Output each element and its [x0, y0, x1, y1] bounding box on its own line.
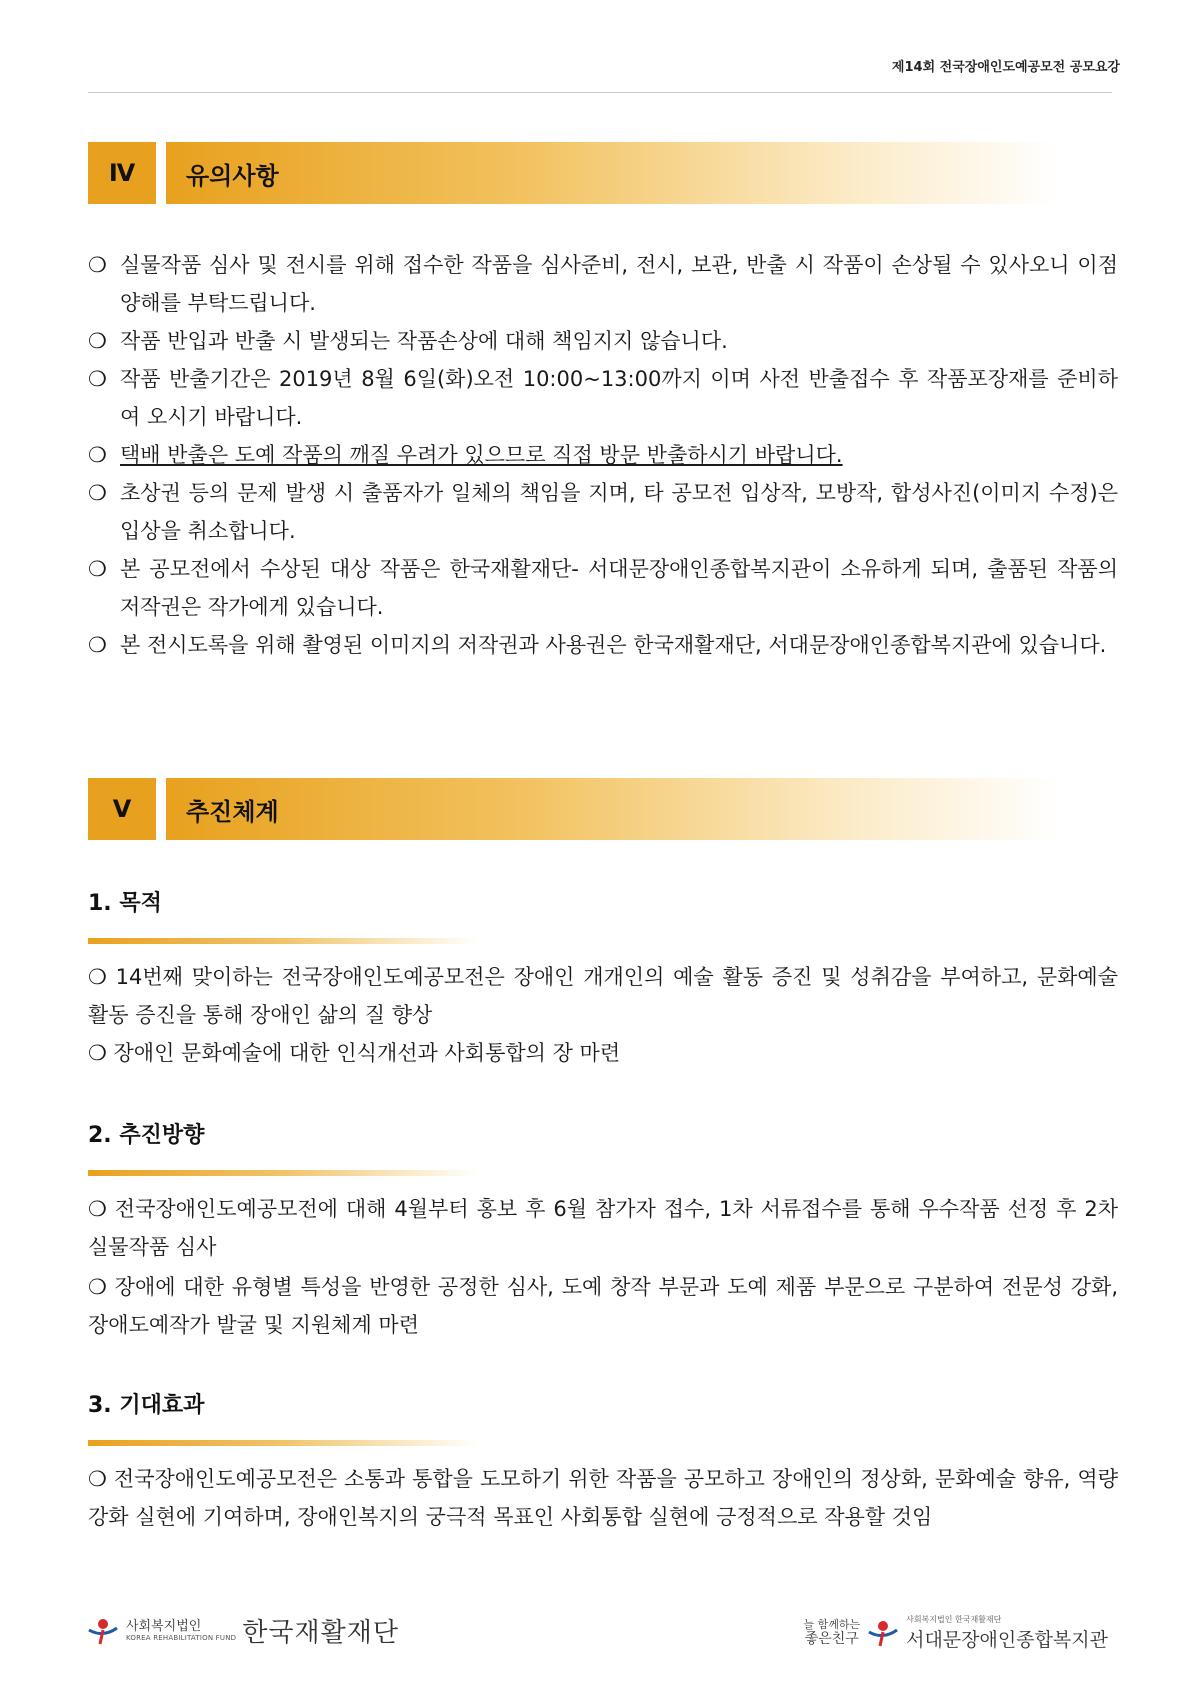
circle-bullet-icon: ❍ [88, 633, 107, 657]
purpose-divider [88, 938, 478, 944]
list-item: ❍ 실물작품 심사 및 전시를 위해 접수한 작품을 심사준비, 전시, 보관, 반출 시 작품이 손상될 수 있사오니 이점 양해를 부탁드립니다. [88, 246, 1118, 322]
footer-left-small: 사회복지법인 [126, 1618, 202, 1634]
effect-paragraph: ❍ 전국장애인도예공모전은 소통과 통합을 도모하기 위한 작품을 공모하고 장애인의 정상화, 문화예술 향유, 역량강화 실현에 기여하며, 장애인복지의 궁극적 목표인 사회통합 실현에 긍정적으로 작용할 것임 [88, 1467, 1118, 1529]
section-iv-title: 유의사항 [166, 142, 1058, 204]
direction-divider [88, 1170, 478, 1176]
notice-list [88, 246, 1118, 664]
circle-bullet-icon: ❍ [88, 443, 107, 467]
effect-heading: 3. 기대효과 [88, 1393, 205, 1418]
footer-left-org: 한국재활재단 [242, 1618, 399, 1648]
footer-right-small: 사회복지법인 한국재활재단 [906, 1615, 1002, 1624]
list-item: ❍ 작품 반출기간은 2019년 8월 6일(화)오전 10:00~13:00까지 이며 사전 반출접수 후 작품포장재를 준비하여 오시기 바랍니다. [88, 360, 1118, 436]
section-iv-number: Ⅳ [88, 142, 156, 204]
footer-left-en: KOREA REHABILITATION FUND [126, 1633, 237, 1642]
header-divider [88, 92, 1112, 93]
circle-bullet-icon: ❍ [88, 481, 107, 505]
section-v-number: Ⅴ [88, 778, 156, 840]
purpose-paragraph: ❍ 14번째 맞이하는 전국장애인도예공모전은 장애인 개개인의 예술 활동 증진 및 성취감을 부여하고, 문화예술 활동 증진을 통해 장애인 삶의 질 향상 [88, 965, 1118, 1027]
circle-bullet-icon: ❍ [88, 557, 107, 581]
section-v-header [88, 778, 1058, 840]
effect-divider [88, 1440, 478, 1446]
list-item: ❍ 본 공모전에서 수상된 대상 작품은 한국재활재단- 서대문장애인종합복지관이 소유하게 되며, 출품된 작품의 저작권은 작가에게 있습니다. [88, 550, 1118, 626]
footer-right-org: 서대문장애인종합복지관 [906, 1629, 1108, 1651]
purpose-heading: 1. 목적 [88, 891, 162, 916]
section-v-title: 추진체계 [166, 778, 1058, 840]
footer-slogan: 늘 함께하는 좋은친구 [803, 1618, 861, 1647]
footer-logo-seodaemun [803, 1614, 1108, 1652]
header-title: 제14회 전국장애인도예공모전 공모요강 [891, 60, 1120, 75]
direction-paragraph: ❍ 전국장애인도예공모전에 대해 4월부터 홍보 후 6월 참가자 접수, 1차 서류접수를 통해 우수작품 선정 후 2차 실물작품 심사 [88, 1197, 1119, 1259]
list-item: ❍ 초상권 등의 문제 발생 시 출품자가 일체의 책임을 지며, 타 공모전 입상작, 모방작, 합성사진(이미지 수정)은 입상을 취소합니다. [88, 474, 1118, 550]
list-item: ❍ 택배 반출은 도예 작품의 깨질 우려가 있으므로 직접 방문 반출하시기 바랍니다. [88, 436, 1118, 474]
purpose-paragraph: ❍ 장애인 문화예술에 대한 인식개선과 사회통합의 장 마련 [88, 1041, 621, 1065]
direction-heading: 2. 추진방향 [88, 1123, 205, 1148]
circle-bullet-icon: ❍ [88, 329, 107, 353]
footer-logo-korea-rehab [86, 1612, 399, 1649]
list-item: ❍ 본 전시도록을 위해 촬영된 이미지의 저작권과 사용권은 한국재활재단, 서대문장애인종합복지관에 있습니다. [88, 626, 1118, 664]
direction-paragraph: ❍ 장애에 대한 유형별 특성을 반영한 공정한 심사, 도예 창작 부문과 도예 제품 부문으로 구분하여 전문성 강화, 장애도예작가 발굴 및 지원체계 마련 [88, 1275, 1118, 1337]
section-iv-header [88, 142, 1058, 204]
list-item: ❍ 작품 반입과 반출 시 발생되는 작품손상에 대해 책임지지 않습니다. [88, 322, 1118, 360]
circle-bullet-icon: ❍ [88, 253, 107, 277]
circle-bullet-icon: ❍ [88, 367, 107, 391]
seodaemun-logo-icon [866, 1618, 900, 1648]
korea-rehab-logo-icon [86, 1616, 120, 1646]
